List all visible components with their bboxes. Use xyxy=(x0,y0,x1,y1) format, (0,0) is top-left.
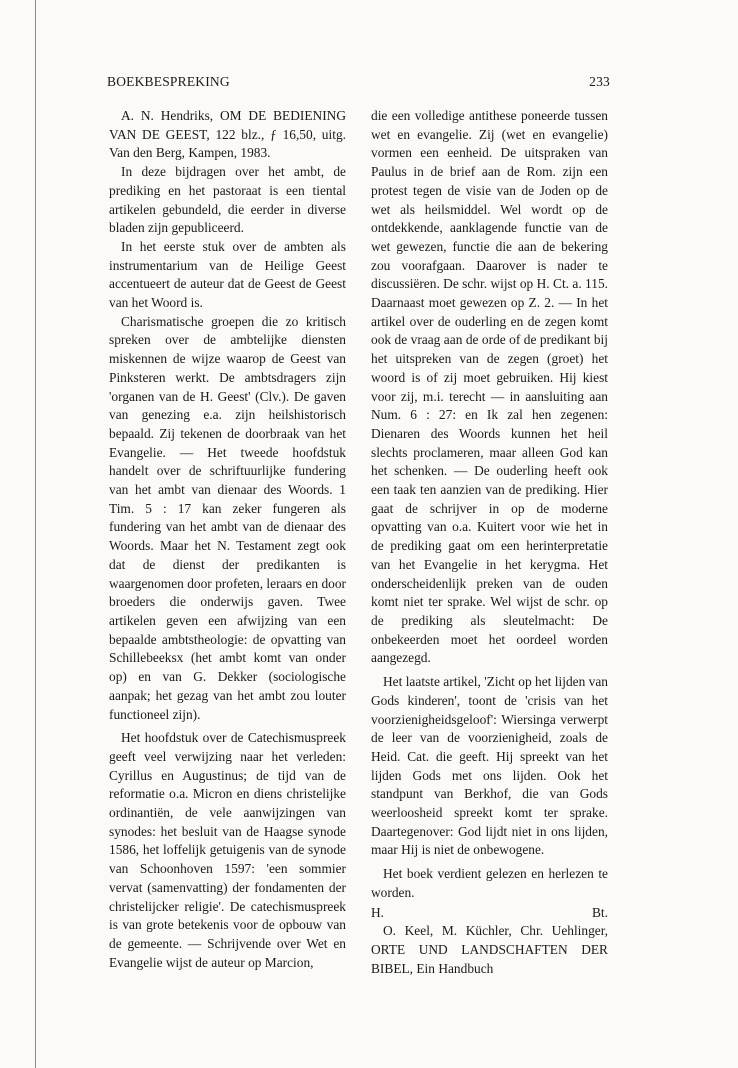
paragraph: Het boek verdient gelezen en herlezen te worden. xyxy=(371,866,608,900)
page-number: 233 xyxy=(589,74,610,89)
book-citation: A. N. Hendriks, OM DE BEDIENING VAN DE GEEST, 122 blz., ƒ 16,50, uitg. Van den Berg, Kampen, 1983. xyxy=(109,108,346,161)
paragraph: Charismatische groepen die zo kritisch spreken over de ambtelijke diensten miskennen de wijze waarop de Geest van Pinksteren werkt. De ambtsdragers zijn 'organen van de H. Geest' (Clv.). De gaven van genezing e.a. zijn heilshistorisch bepaald. Zij tekenen de doorbraak van het Evangelie. — Het tweede hoofdstuk handelt over de schriftuurlijke fundering van het ambt van dienaar des Woords. 1 Tim. 5 : 17 kan zeker fungeren als fundering van het ambt van de dienaar des Woords. Maar het N. Testament zegt ook dat de dienst der predikanten is waargenomen door profeten, leraars en door broeders die onderwijs gaven. Twee artikelen geven een afwijzing van een bepaalde ambtstheologie: de opvatting van Schillebeeksx (het ambt komt van onder op) en van G. Dekker (sociologische aanpak; het gezag van het ambt zou louter functioneel zijn). xyxy=(109,313,346,722)
paragraph: In het eerste stuk over de ambten als instrumentarium van de Heilige Geest accentueert de auteur dat de Geest de Geest van het Woord is. xyxy=(109,238,346,311)
binding-edge xyxy=(35,0,36,1068)
paragraph-continued: die een volledige antithese poneerde tussen wet en evangelie. Zij (wet en evangelie) vormen een eenheid. De uitspraken van Paulus in de brief aan de Rom. zijn een protest tegen de visie van de Joden op de wet als heilsmiddel. Wel wordt op de ontdekkende, aanklagende functie van de wet gewezen, functie die aan de bekering zou voorafgaan. Daarover is nader te discussiëren. De schr. wijst op H. Ct. a. 115. Daarnaast moet gewezen op Z. 2. — In het artikel over de ouderling en de zegen komt ook de vraag aan de orde of de predikant bij het uitspreken van de zegen (groet) het woord is of zij moet gebruiken. Hij kiest voor zij, m.i. terecht — in aansluiting aan Num. 6 : 27: en Ik zal hen zegenen: Dienaren des Woords kunnen het heil slechts proclameren, maar alleen God kan het schenken. — De ouderling heeft ook een taak ten aanzien van de prediking. Hier gaat de schrijver in op de moderne opvatting van o.a. Kuitert voor wie het in de prediking gaat om een herinterpretatie van het Evangelie in het kerygma. Het onderscheidenlijk preken van de ouden komt niet ter sprake. Wel wijst de schr. op de prediking als sleutelmacht: De onbekeerden moet het oordeel worden aangezegd. xyxy=(371,108,608,666)
paragraph: Het hoofdstuk over de Catechismuspreek geeft veel verwijzing naar het verleden: Cyrillus en Augustinus; de tijd van de reformatie o.a. Micron en diens christelijke ordinantiën, de vele aanwijzingen van synodes: het besluit van de Haagse synode 1586, het loffelijk getuigenis van de synode van Schoonhoven 1597: 'een sommier vervat (samenvatting) der fondamenten der christelijcker religie'. De catechismuspreek is van grote betekenis voor de opbouw van de gemeente. — Schrijvende over Wet en Evangelie wijst de auteur op Marcion, xyxy=(109,730,346,970)
signature-right: Bt. xyxy=(592,904,608,920)
left-column xyxy=(109,107,346,972)
book-citation: O. Keel, M. Küchler, Chr. Uehlinger, ORTE UND LANDSCHAFTEN DER BIBEL, Ein Handbuch xyxy=(371,923,608,976)
right-column xyxy=(371,107,608,978)
paragraph: In deze bijdragen over het ambt, de prediking en het pastoraat is een tiental artikelen gebundeld, die eerder in diverse bladen zijn gepubliceerd. xyxy=(109,164,346,236)
section-title: BOEKBESPREKING xyxy=(107,74,230,89)
reviewer-signature xyxy=(371,904,608,923)
signature-left: H. xyxy=(371,904,385,920)
paragraph: Het laatste artikel, 'Zicht op het lijden van Gods kinderen', toont de 'crisis van het voorzienigheidsgeloof': Wiersinga verwerpt de leer van de voorzienigheid, zoals de Heid. Cat. die geeft. Hij spreekt van het lijden Gods met ons lijden. Ook het standpunt van Berkhof, die van Gods weerloosheid spreekt komt ter sprake. Daartegenover: God lijdt niet in ons lijden, maar Hij is niet de onbewogene. xyxy=(371,674,608,858)
